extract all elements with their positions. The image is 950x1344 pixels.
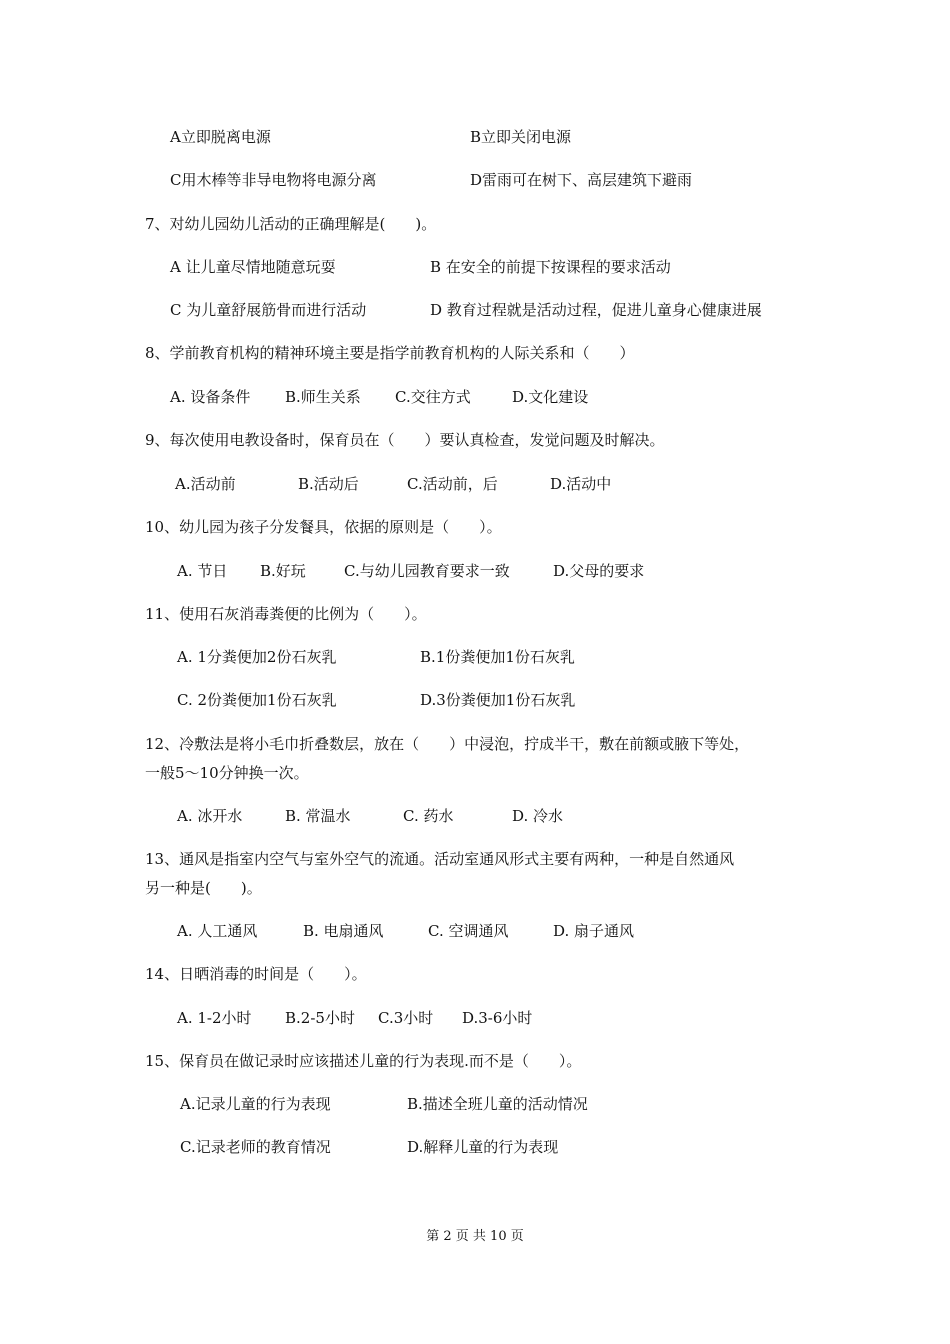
q13-option-d: D. 扇子通风: [553, 922, 635, 940]
q13-option-a: A. 人工通风: [177, 922, 258, 940]
q9-option-a: A.活动前: [175, 475, 236, 493]
q15-option-c: C.记录老师的教育情况: [180, 1138, 331, 1156]
q8-option-b: B.师生关系: [285, 388, 361, 406]
q8-option-d: D.文化建设: [512, 388, 589, 406]
q7-option-d: D 教育过程就是活动过程，促进儿童身心健康进展: [430, 301, 762, 319]
q12-option-d: D. 冷水: [512, 807, 564, 825]
page-number-footer: 第 2 页 共 10 页: [426, 1229, 524, 1244]
q13-option-c: C. 空调通风: [428, 922, 509, 940]
q8-option-a: A. 设备条件: [170, 388, 251, 406]
q6-option-c: C用木棒等非导电物将电源分离: [170, 171, 377, 189]
q14-option-d: D.3-6小时: [462, 1009, 533, 1027]
q12-option-c: C. 药水: [403, 807, 454, 825]
q14-option-a: A. 1-2小时: [177, 1009, 252, 1027]
q12-option-b: B. 常温水: [285, 807, 351, 825]
q10-option-a: A. 节日: [177, 562, 228, 580]
q15-option-d: D.解释儿童的行为表现: [407, 1138, 559, 1156]
q11-option-d: D.3份粪便加1份石灰乳: [420, 691, 576, 709]
q11-stem: 11、使用石灰消毒粪便的比例为（ ）。: [145, 605, 427, 623]
q14-stem: 14、日晒消毒的时间是（ ）。: [145, 965, 367, 983]
q12-stem-continued: 一般5～10分钟换一次。: [145, 764, 309, 782]
q15-stem: 15、保育员在做记录时应该描述儿童的行为表现.而不是（ ）。: [145, 1052, 582, 1070]
q6-option-b: B立即关闭电源: [470, 128, 572, 146]
q7-option-a: A 让儿童尽情地随意玩耍: [170, 258, 336, 276]
q14-option-b: B.2-5小时: [285, 1009, 355, 1027]
q11-option-c: C. 2份粪便加1份石灰乳: [177, 691, 337, 709]
q10-option-d: D.父母的要求: [553, 562, 645, 580]
q9-option-b: B.活动后: [298, 475, 359, 493]
q13-stem-continued: 另一种是( )。: [145, 879, 262, 897]
q10-stem: 10、幼儿园为孩子分发餐具，依据的原则是（ ）。: [145, 518, 502, 536]
q6-option-d: D雷雨可在树下、高层建筑下避雨: [470, 171, 693, 189]
q9-stem: 9、每次使用电教设备时，保育员在（ ）要认真检查，发觉问题及时解决。: [145, 431, 665, 449]
q6-option-a: A立即脱离电源: [170, 128, 271, 146]
q7-option-b: B 在安全的前提下按课程的要求活动: [430, 258, 671, 276]
q7-option-c: C 为儿童舒展筋骨而进行活动: [170, 301, 367, 319]
q11-option-b: B.1份粪便加1份石灰乳: [420, 648, 575, 666]
q10-option-b: B.好玩: [260, 562, 306, 580]
q15-option-a: A.记录儿童的行为表现: [180, 1095, 331, 1113]
q13-stem: 13、通风是指室内空气与室外空气的流通。活动室通风形式主要有两种，一种是自然通风: [145, 850, 735, 868]
q12-stem: 12、冷敷法是将小毛巾折叠数层，放在（ ）中浸泡，拧成半干，敷在前额或腋下等处，: [145, 735, 750, 753]
q13-option-b: B. 电扇通风: [303, 922, 384, 940]
q12-option-a: A. 冰开水: [177, 807, 243, 825]
q9-option-c: C.活动前，后: [407, 475, 498, 493]
q8-option-c: C.交往方式: [395, 388, 471, 406]
q9-option-d: D.活动中: [550, 475, 612, 493]
q14-option-c: C.3小时: [378, 1009, 434, 1027]
q15-option-b: B.描述全班儿童的活动情况: [407, 1095, 588, 1113]
q11-option-a: A. 1分粪便加2份石灰乳: [177, 648, 337, 666]
q8-stem: 8、学前教育机构的精神环境主要是指学前教育机构的人际关系和（ ）: [145, 344, 635, 362]
q7-stem: 7、对幼儿园幼儿活动的正确理解是( )。: [145, 215, 437, 233]
q10-option-c: C.与幼儿园教育要求一致: [344, 562, 510, 580]
